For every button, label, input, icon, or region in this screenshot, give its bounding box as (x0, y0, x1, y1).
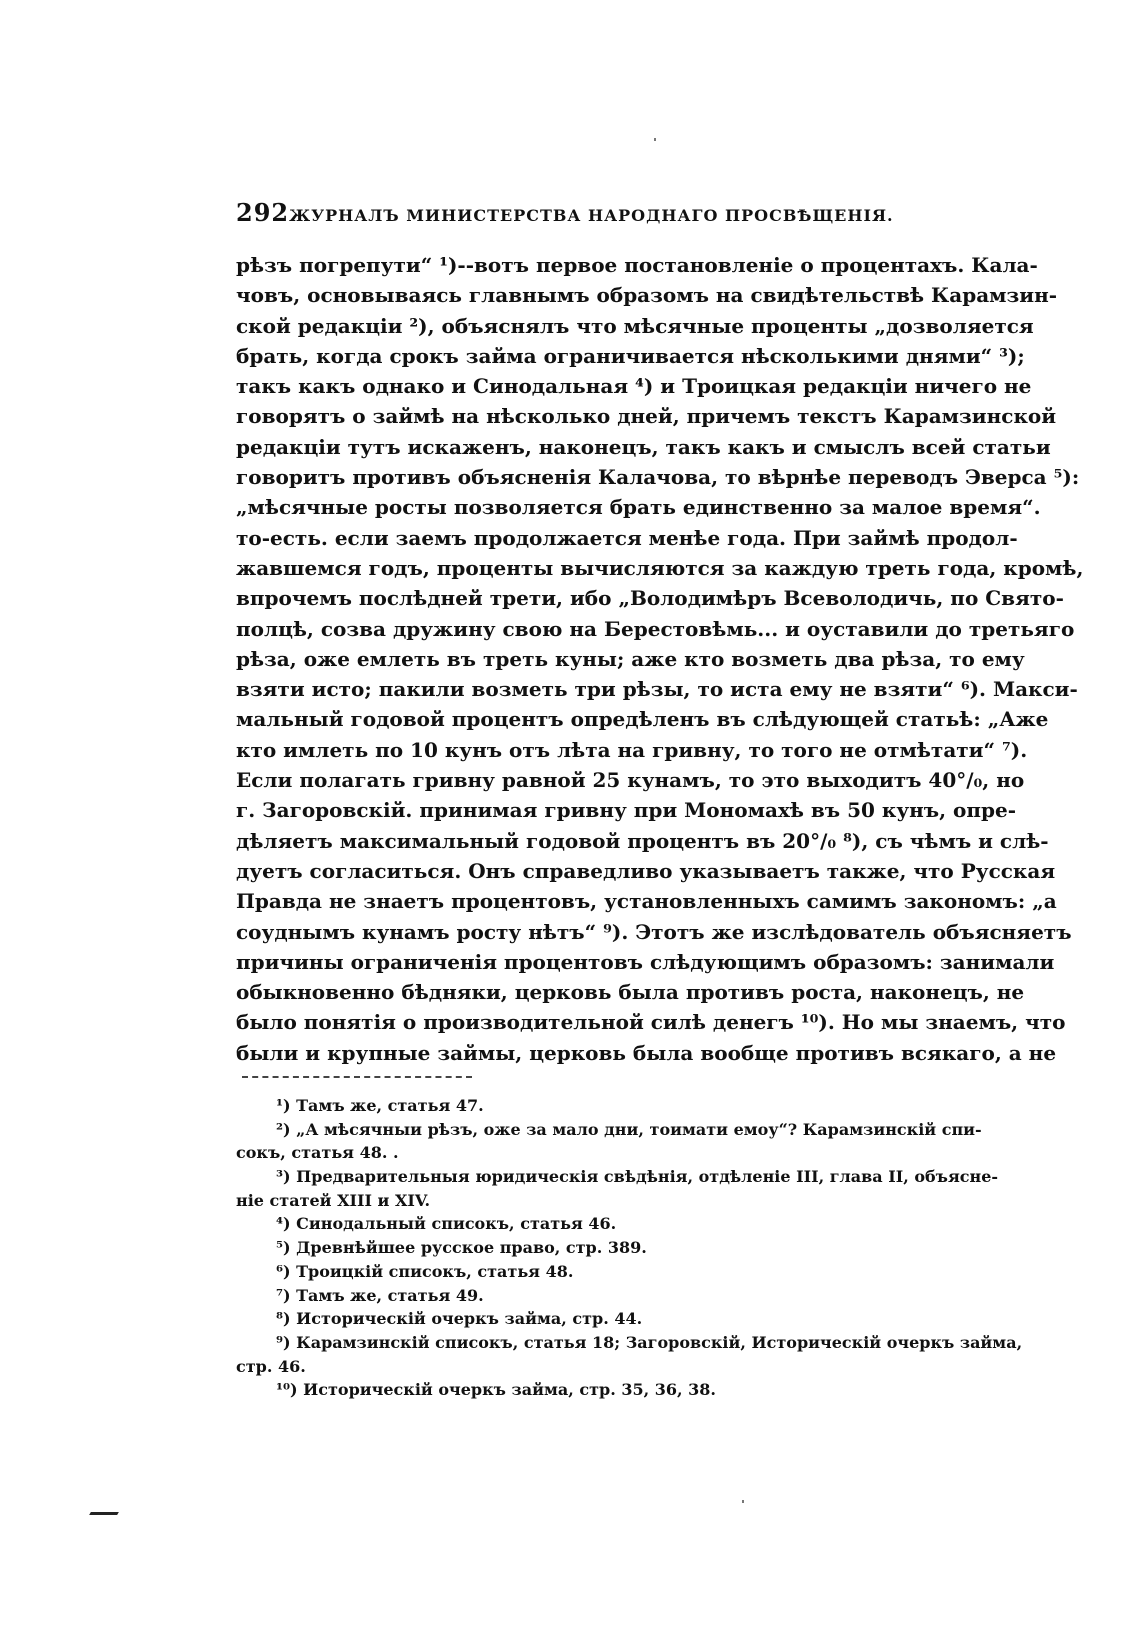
body-line: Если полагать гривну равной 25 кунамъ, то это выходитъ 40°/₀, но (236, 768, 1025, 793)
footnote: ⁴) Синодальный списокъ, статья 46. (276, 1214, 617, 1234)
page-header (236, 198, 894, 232)
body-line: мальный годовой процентъ опредѣленъ въ слѣдующей статьѣ: „Аже (236, 707, 1049, 732)
footnote: ¹) Тамъ же, статья 47. (276, 1096, 484, 1115)
body-line: дѣляетъ максимальный годовой процентъ въ 20°/₀ ⁸), съ чѣмъ и слѣ- (236, 828, 1049, 853)
body-line: кто имлеть по 10 кунъ отъ лѣта на гривну, то того не отмѣтати“ ⁷). (236, 737, 1028, 762)
margin-mark (89, 1512, 119, 1515)
body-line: редакціи тутъ искаженъ, наконецъ, такъ какъ и смыслъ всей статьи (236, 434, 1051, 459)
footnote-continuation: сокъ, статья 48. . (236, 1143, 399, 1163)
body-line: човъ, основываясь главнымъ образомъ на свидѣтельствѣ Карамзин- (236, 283, 1058, 308)
footnote-continuation: ніе статей XIII и XIV. (236, 1190, 431, 1210)
body-line: жавшемся годъ, проценты вычисляются за каждую треть года, кромѣ, (236, 555, 1084, 580)
footnote: ²) „А мѣсячныи рѣзъ, оже за мало дни, тоимати емоу“? Карамзинскій спи- (276, 1119, 982, 1139)
body-line: Правда не знаетъ процентовъ, установленныхъ самимъ закономъ: „а (236, 889, 1057, 914)
footnote: ⁵) Древнѣйшее русское право, стр. 389. (276, 1238, 647, 1258)
running-title: ЖУРНАЛЪ МИНИСТЕРСТВА НАРОДНАГО ПРОСВѢЩЕНІЯ. (289, 206, 894, 225)
footnote: ⁶) Троицкій списокъ, статья 48. (276, 1261, 574, 1281)
body-line: обыкновенно бѣдняки, церковь была противъ роста, наконецъ, не (236, 980, 1025, 1005)
body-line: такъ какъ однако и Синодальная ⁴) и Троицкая редакціи ничего не (236, 374, 1032, 399)
body-line: говоритъ противъ объясненія Калачова, то вѣрнѣе переводъ Эверса ⁵): (236, 465, 1080, 490)
footnote: ⁹) Карамзинскій списокъ, статья 18; Загоровскій, Историческій очеркъ займа, (276, 1332, 1023, 1352)
footnote-separator (242, 1076, 472, 1078)
body-line: ской редакціи ²), объяснялъ что мѣсячные проценты „дозволяется (236, 313, 1034, 338)
body-line: было понятія о производительной силѣ денегъ ¹⁰). Но мы знаемъ, что (236, 1010, 1066, 1035)
footnote: ¹⁰) Историческій очеркъ займа, стр. 35, 36, 38. (276, 1380, 716, 1400)
footnote: ³) Предварительныя юридическія свѣдѣнія, отдѣленіе III, глава II, объясне- (276, 1167, 999, 1187)
body-line: соуднымъ кунамъ росту нѣтъ“ ⁹). Этотъ же изслѣдователь объясняетъ (236, 919, 1072, 944)
body-text (236, 250, 1084, 1068)
body-line: причины ограниченія процентовъ слѣдующимъ образомъ: занимали (236, 949, 1055, 974)
body-line: взяти исто; пакили возметь три рѣзы, то иста ему не взяти“ ⁶). Макси- (236, 677, 1078, 702)
footnote: ⁸) Историческій очеркъ займа, стр. 44. (276, 1309, 643, 1329)
footnote-continuation: стр. 46. (236, 1356, 306, 1376)
body-line: „мѣсячные росты позволяется брать единственно за малое время“. (236, 495, 1041, 520)
footnotes (236, 1094, 1023, 1402)
body-line: дуетъ согласиться. Онъ справедливо указываетъ также, что Русская (236, 858, 1056, 883)
body-line: впрочемъ послѣдней трети, ибо „Володимѣръ Всеволодичь, по Свято- (236, 586, 1064, 611)
body-line: полцѣ, созва дружину свою на Берестовѣмь... и оуставили до третьяго (236, 616, 1075, 641)
scan-speck (742, 1500, 744, 1503)
body-line: г. Загоровскій. принимая гривну при Мономахѣ въ 50 кунъ, опре- (236, 798, 1017, 823)
body-line: брать, когда срокъ займа ограничивается нѣсколькими днями“ ³); (236, 343, 1025, 368)
scan-speck (654, 138, 656, 141)
body-line: рѣза, оже емлеть въ треть куны; аже кто возметь два рѣза, то ему (236, 646, 1025, 671)
page-number: 292 (236, 198, 290, 227)
footnote: ⁷) Тамъ же, статья 49. (276, 1285, 484, 1305)
body-line: рѣзъ погрепути“ ¹)--вотъ первое постановленіе о процентахъ. Кала- (236, 253, 1038, 277)
body-line: говорятъ о займѣ на нѣсколько дней, причемъ текстъ Карамзинской (236, 404, 1057, 429)
body-line: то-есть. если заемъ продолжается менѣе года. При займѣ продол- (236, 525, 1018, 550)
body-line: были и крупные займы, церковь была вообще противъ всякаго, а не (236, 1040, 1057, 1065)
